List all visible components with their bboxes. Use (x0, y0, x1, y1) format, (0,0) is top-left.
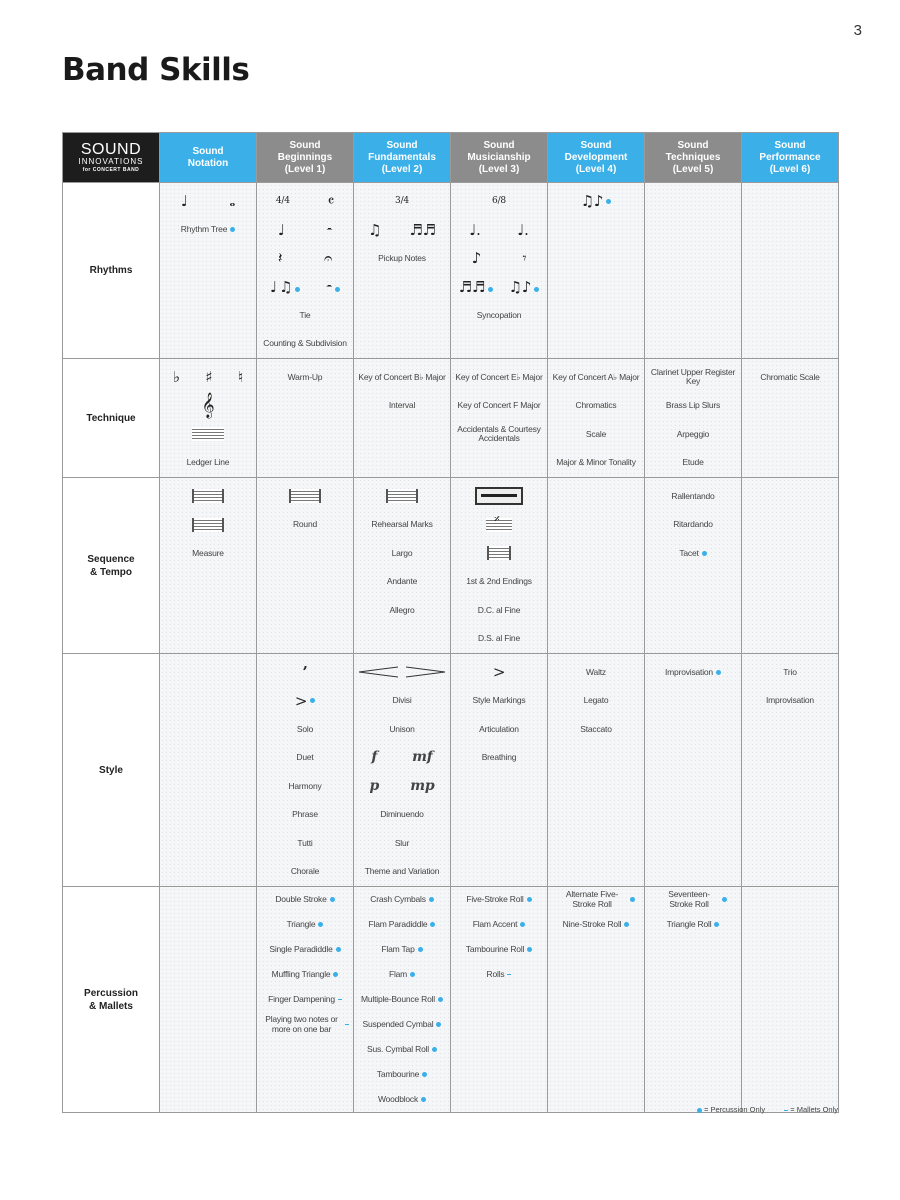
time-signature-icon: 6/8 (492, 196, 506, 207)
skill-item: Allegro (389, 604, 415, 615)
style-level3 (451, 654, 548, 887)
percussion-only-icon (527, 897, 532, 902)
skill-item: 1st & 2nd Endings (466, 576, 532, 586)
logo-line-2: INNOVATIONS (78, 156, 144, 166)
rhythms-level6 (742, 183, 839, 359)
percussion-level6 (742, 887, 839, 1113)
percussion-only-icon (702, 551, 707, 556)
time-signature-icon: 3/4 (395, 196, 409, 207)
mallets-only-icon (338, 999, 342, 1000)
half-rest-icon: 𝄼 (326, 220, 333, 239)
column-header-level2: Sound Fundamentals (Level 2) (354, 133, 451, 183)
skill-item: Syncopation (476, 309, 522, 320)
logo-line-3: for CONCERT BAND (82, 166, 140, 173)
skill-item: Nine-Stroke Roll (562, 918, 622, 929)
skill-item: Key of Concert E♭ Major (455, 371, 543, 382)
percussion-only-icon (336, 947, 341, 952)
sharp-icon: ♯ (205, 368, 213, 387)
skill-item: Unison (389, 723, 415, 734)
flat-icon: ♭ (172, 368, 180, 387)
skill-item: Improvisation (766, 695, 814, 705)
technique-level2 (354, 359, 451, 478)
triplet-icon: ♫♪ (580, 192, 604, 211)
whole-note-icon: 𝅝 (229, 192, 236, 211)
skill-item: Rehearsal Marks (371, 519, 433, 529)
skill-item: Duet (296, 752, 314, 762)
rhythms-level5 (645, 183, 742, 359)
skill-item: Largo (391, 547, 413, 558)
time-signature-icon: 4/4 (275, 196, 290, 207)
percussion-only-icon (430, 922, 435, 927)
rhythms-level1 (257, 183, 354, 359)
page-title: Band Skills (62, 52, 250, 88)
forte-icon: f (371, 749, 378, 765)
percussion-only-icon (438, 997, 443, 1002)
percussion-only-icon (534, 287, 539, 292)
skill-item: Rolls (486, 968, 505, 979)
skill-item: Improvisation (665, 666, 713, 677)
percussion-only-icon (606, 199, 611, 204)
percussion-only-icon (335, 287, 340, 292)
technique-level6 (742, 359, 839, 478)
technique-level4 (548, 359, 645, 478)
percussion-level1 (257, 887, 354, 1113)
skill-item: Andante (386, 576, 418, 586)
percussion-only-icon (697, 1108, 702, 1113)
accent-icon: > (492, 663, 506, 682)
row-percussion-mallets (63, 887, 839, 1113)
sequence-notation (160, 478, 257, 654)
column-header-level5: Sound Techniques (Level 5) (645, 133, 742, 183)
crescendo-icon (358, 666, 398, 678)
skill-item: Key of Concert B♭ Major (358, 371, 446, 382)
sixteenth-notes-icon: ♬♬ (458, 277, 486, 296)
skill-item: Counting & Subdivision (263, 338, 347, 348)
skill-item: Breathing (481, 752, 517, 762)
skill-item: Key of Concert A♭ Major (552, 371, 640, 382)
breath-mark-icon: ’ (302, 663, 308, 682)
skill-item: Chromatics (575, 400, 617, 410)
row-technique (63, 359, 839, 478)
mezzo-forte-icon: mf (412, 749, 433, 765)
percussion-only-icon (527, 947, 532, 952)
percussion-level2 (354, 887, 451, 1113)
treble-clef-icon: 𝄞 (201, 392, 215, 418)
percussion-only-icon (310, 698, 315, 703)
skill-item: Playing two notes or more on one bar (265, 1014, 338, 1034)
percussion-only-icon (436, 1022, 441, 1027)
eighth-note-icon: ♪ (471, 249, 482, 268)
sequence-level5 (645, 478, 742, 654)
technique-notation (160, 359, 257, 478)
skill-item: Five-Stroke Roll (466, 893, 524, 904)
percussion-only-icon (488, 287, 493, 292)
decrescendo-icon (406, 666, 446, 678)
skill-item: Arpeggio (676, 428, 710, 439)
legend-mallets: = Mallets Only (790, 1105, 838, 1114)
row-sequence-tempo (63, 478, 839, 654)
skill-item: Woodblock (377, 1093, 419, 1104)
column-header-level4: Sound Development (Level 4) (548, 133, 645, 183)
double-barline-icon (192, 518, 224, 532)
row-style (63, 654, 839, 887)
skill-item: Clarinet Upper Register Key (650, 366, 736, 387)
repeat-start-icon (487, 546, 511, 560)
skill-item: Tambourine Roll (465, 943, 525, 954)
skill-item: Phrase (292, 809, 318, 819)
skill-item: Major & Minor Tonality (556, 457, 636, 467)
skill-item: Ritardando (673, 519, 713, 529)
repeat-sign-icon (386, 489, 418, 503)
skill-item: Etude (682, 457, 704, 467)
eighth-sixteenths-icon: ♫♪ (508, 277, 532, 296)
sequence-level6 (742, 478, 839, 654)
percussion-only-icon (716, 670, 721, 675)
quarter-note-icon: ♩ (277, 220, 285, 239)
technique-level5 (645, 359, 742, 478)
skill-item: Chromatic Scale (760, 371, 820, 382)
column-header-level3: Sound Musicianship (Level 3) (451, 133, 548, 183)
style-level5 (645, 654, 742, 887)
percussion-only-icon (630, 897, 635, 902)
dotted-quarter-icon: ♩. (517, 220, 529, 239)
skill-item: Finger Dampening (268, 993, 335, 1004)
percussion-only-icon (230, 227, 235, 232)
eighth-notes-icon: ♫ (279, 277, 293, 296)
rhythms-level3 (451, 183, 548, 359)
legend-percussion: = Percussion Only (704, 1105, 766, 1114)
mezzo-piano-icon: mp (410, 777, 435, 794)
skill-item: Articulation (479, 723, 519, 734)
sequence-level3 (451, 478, 548, 654)
skill-item: Waltz (586, 666, 606, 677)
skill-item: Tie (299, 309, 311, 320)
category-rhythms: Rhythms (63, 183, 160, 359)
technique-level3 (451, 359, 548, 478)
skill-item: Legato (583, 695, 609, 705)
skill-item: Diminuendo (380, 809, 424, 819)
sequence-level4 (548, 478, 645, 654)
skill-item: D.C. al Fine (477, 604, 521, 615)
percussion-only-icon (714, 922, 719, 927)
percussion-level4 (548, 887, 645, 1113)
skill-item: Style Markings (472, 695, 526, 705)
category-technique: Technique (63, 359, 160, 478)
ledger-line-icon (192, 427, 224, 441)
skill-item: Rallentando (671, 490, 715, 501)
skill-item: Measure (192, 547, 224, 558)
skill-item: Alternate Five-Stroke Roll (565, 889, 619, 909)
skill-item: Suspended Cymbal (362, 1018, 434, 1029)
quarter-note-icon: ♩ (270, 277, 277, 296)
category-sequence-tempo: Sequence & Tempo (63, 478, 160, 654)
percussion-only-icon (421, 1097, 426, 1102)
page-number: 3 (853, 22, 862, 39)
final-barline-icon (289, 489, 321, 503)
eighth-notes-icon: ♫ (368, 220, 382, 239)
percussion-only-icon (432, 1047, 437, 1052)
skill-item: Theme and Variation (364, 866, 440, 876)
quarter-note-icon: ♩ (180, 192, 188, 211)
category-percussion-mallets: Percussion & Mallets (63, 887, 160, 1113)
skill-item: Flam Paradiddle (368, 918, 428, 929)
technique-level1 (257, 359, 354, 478)
percussion-only-icon (318, 922, 323, 927)
skill-item: Ledger Line (186, 457, 230, 467)
piano-icon: p (369, 777, 380, 794)
skill-item: Seventeen-Stroke Roll (668, 889, 710, 909)
column-header-notation: Sound Notation (160, 133, 257, 183)
rhythms-level2 (354, 183, 451, 359)
percussion-only-icon (410, 972, 415, 977)
common-time-icon: 𝄴 (327, 192, 335, 211)
category-style: Style (63, 654, 160, 887)
percussion-only-icon (422, 1072, 427, 1077)
skill-item: Flam Accent (472, 918, 518, 929)
percussion-only-icon (418, 947, 423, 952)
style-level6 (742, 654, 839, 887)
row-rhythms (63, 183, 839, 359)
legend (680, 1105, 838, 1114)
skill-item: Single Paradiddle (269, 943, 333, 954)
percussion-level3 (451, 887, 548, 1113)
skill-item: Slur (394, 837, 410, 848)
multimeasure-rest-icon (475, 487, 523, 505)
sequence-level2 (354, 478, 451, 654)
fermata-icon: 𝄐 (323, 249, 333, 268)
skill-item: Accidentals & Courtesy Accidentals (457, 423, 541, 444)
skill-item: Flam Tap (381, 943, 415, 954)
skill-item: Interval (388, 400, 416, 410)
skill-item: Scale (585, 428, 607, 439)
skill-item: Tutti (297, 837, 313, 848)
rhythms-notation (160, 183, 257, 359)
style-level4 (548, 654, 645, 887)
skill-item: Double Stroke (275, 893, 327, 904)
mallets-only-icon (345, 1024, 349, 1025)
skill-item: Round (292, 519, 318, 529)
natural-icon: ♮ (238, 368, 244, 387)
quarter-rest-icon: 𝄽 (277, 249, 283, 268)
sound-innovations-logo (63, 133, 160, 183)
skill-item: Chorale (290, 866, 320, 876)
four-eighth-notes-icon: ♬♬ (409, 220, 436, 239)
mallets-only-icon (507, 974, 511, 975)
mallets-only-icon (784, 1110, 788, 1111)
style-notation (160, 654, 257, 887)
style-level1 (257, 654, 354, 887)
header-row (63, 133, 839, 183)
skill-item: Solo (296, 723, 314, 734)
band-skills-table (62, 132, 839, 1113)
skill-item: Crash Cymbals (370, 893, 426, 904)
barline-icon (192, 489, 224, 503)
skill-item: Harmony (288, 780, 322, 791)
column-header-level1: Sound Beginnings (Level 1) (257, 133, 354, 183)
rhythms-level4 (548, 183, 645, 359)
style-level2 (354, 654, 451, 887)
column-header-level6: Sound Performance (Level 6) (742, 133, 839, 183)
percussion-only-icon (333, 972, 338, 977)
percussion-only-icon (624, 922, 629, 927)
eighth-rest-icon: 𝄾 (522, 249, 527, 268)
skill-item: D.S. al Fine (477, 633, 520, 643)
skill-item: Tacet (679, 547, 699, 558)
percussion-only-icon (429, 897, 434, 902)
skill-item: Key of Concert F Major (457, 400, 541, 410)
skill-item: Flam (388, 968, 408, 979)
skill-item: Sus. Cymbal Roll (367, 1043, 429, 1054)
skill-item: Pickup Notes (378, 252, 426, 263)
skill-item: Muffling Triangle (271, 968, 331, 979)
percussion-only-icon (722, 897, 727, 902)
half-rest-icon: 𝄼 (326, 277, 332, 296)
sequence-level1 (257, 478, 354, 654)
percussion-only-icon (520, 922, 525, 927)
percussion-only-icon (330, 897, 335, 902)
skill-item: Warm-Up (287, 371, 323, 382)
measure-repeat-icon (486, 518, 512, 532)
dotted-quarter-icon: ♩. (469, 220, 481, 239)
skill-item: Staccato (580, 723, 612, 734)
logo-line-1: SOUND (80, 140, 142, 158)
skill-item: Brass Lip Slurs (665, 400, 721, 410)
skill-item: Multiple-Bounce Roll (361, 993, 435, 1004)
skill-item: Divisi (392, 695, 412, 705)
percussion-only-icon (295, 287, 300, 292)
accent-icon: > (294, 691, 308, 710)
skill-item: Trio (783, 666, 797, 677)
skill-item: Triangle (286, 918, 316, 929)
percussion-notation (160, 887, 257, 1113)
skill-item: Triangle Roll (666, 918, 712, 929)
percussion-level5 (645, 887, 742, 1113)
skill-item: Rhythm Tree (180, 224, 228, 234)
skill-item: Tambourine (376, 1068, 420, 1079)
